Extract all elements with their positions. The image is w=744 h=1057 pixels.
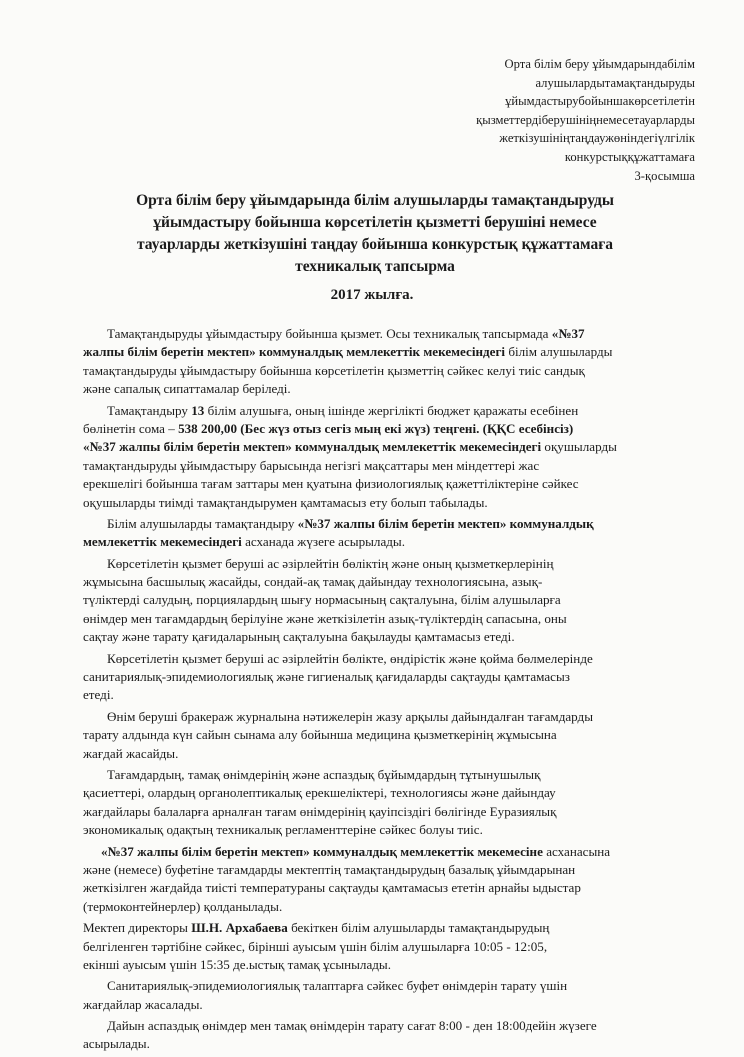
text-run: Көрсетілетін қызмет беруші ас әзірлейтін бөлікте, өндірістік және қойма бөлмелерінде — [107, 650, 593, 666]
body-paragraph — [83, 650, 678, 705]
text-run: санитариялық-эпидемиологиялық және гигиеналық қағидаларды сақтауды қамтамасыз — [83, 669, 570, 685]
paragraph-line — [83, 628, 678, 646]
text-run: Дайын аспаздық өнімдер мен тамақ өнімдерін тарату сағат 8:00 - ден 18:00дейін жүзеге — [107, 1018, 597, 1034]
appendix-line: ұйымдастырубойыншакөрсетілетін — [505, 94, 695, 109]
text-run: өнімдер мен тағамдардың берілуіне және жеткізілетін азық-түліктердің сапасына, оны — [83, 610, 567, 626]
appendix-line: жеткізушініңтаңдаужөніндегіүлгілік — [499, 131, 695, 146]
paragraph-line — [83, 650, 678, 668]
bold-text: мемлекеттік мекемесіндегі — [83, 534, 242, 550]
bold-text: Ш.Н. Архабаева — [191, 920, 288, 936]
bold-text: 538 200,00 (Бес жүз отыз сегіз мың екі жүз) теңгені. (ҚҚС есебінсіз) — [178, 420, 574, 436]
title-line: Орта білім беру ұйымдарында білім алушыларды тамақтандыруды — [136, 192, 614, 209]
text-run: оқушыларды — [541, 439, 617, 455]
bold-text: «№37 жалпы білім беретін мектеп» коммуналдық мемлекеттік мекемесіне — [101, 843, 543, 859]
text-run: асханада жүзеге асырылады. — [241, 534, 406, 550]
body-paragraph — [83, 325, 678, 399]
text-run: ерекшелігі бойынша тағам заттары мен қуатына физиологиялық қажеттіліктеріне сәйкес — [83, 476, 579, 492]
paragraph-line — [83, 515, 678, 533]
text-run: жағдайлары балаларға арналған тағам өнімдерінің қауіпсіздігі бөлігінде Еуразиялық — [83, 803, 557, 819]
paragraph-line — [83, 821, 678, 839]
paragraph-line — [83, 784, 678, 802]
text-run: Тамақтандыру — [107, 402, 192, 418]
paragraph-line — [83, 843, 678, 861]
appendix-line: Орта білім беру ұйымдарындабілім — [504, 57, 695, 71]
paragraph-line — [83, 380, 678, 398]
document-body — [83, 325, 678, 1057]
text-run: жағдай жасайды. — [83, 745, 179, 761]
body-paragraph — [83, 1017, 678, 1054]
document-title — [100, 190, 650, 278]
paragraph-line — [83, 591, 678, 609]
paragraph-line — [83, 766, 678, 784]
paragraph-line — [83, 919, 678, 937]
paragraph-line — [83, 996, 678, 1014]
paragraph-line — [83, 686, 678, 704]
text-run: (термоконтейнерлер) қолданылады. — [83, 898, 283, 914]
text-run: және сапалық сипаттамалар беріледі. — [83, 381, 291, 397]
paragraph-line — [83, 879, 678, 897]
paragraph-line — [83, 533, 678, 551]
text-run: Тағамдардың, тамақ өнімдерінің және аспаздық бұйымдардың тұтынушылық — [107, 766, 541, 782]
paragraph-line — [83, 803, 678, 821]
appendix-header — [395, 55, 695, 185]
paragraph-line — [83, 475, 678, 493]
paragraph-line — [83, 1035, 678, 1053]
appendix-line: қызметтердіберушініңнемесетауарларды — [476, 112, 695, 127]
appendix-line: конкурстыққұжаттамаға — [564, 149, 695, 164]
title-line: ұйымдастыру бойынша көрсетілетін қызметті берушіні немесе — [153, 214, 597, 231]
paragraph-line — [83, 956, 678, 974]
paragraph-line — [83, 610, 678, 628]
body-paragraph — [83, 919, 678, 974]
text-run: түліктерді салудың, порциялардың шығу нормасының сақталуына, білім алушыларға — [83, 592, 561, 608]
paragraph-line — [83, 898, 678, 916]
bold-text: 13 — [191, 402, 205, 418]
body-paragraph — [83, 402, 678, 512]
paragraph-line — [83, 343, 678, 361]
text-run: Өнім беруші бракераж журналына нәтижелерін жазу арқылы дайындалған тағамдарды — [107, 708, 594, 724]
text-run: Білім алушыларды тамақтандыру — [107, 515, 298, 531]
text-run: қасиеттері, олардың органолептикалық ерекшеліктері, технологиясы және дайындау — [83, 785, 556, 801]
text-run: оқушыларды тиімді тамақтандырумен қамтамасыз ету болып табылады. — [83, 494, 488, 510]
bold-text: «№37 жалпы білім беретін мектеп» коммуналдық мемлекеттік мекемесіндегі — [83, 439, 542, 455]
paragraph-line — [83, 362, 678, 380]
paragraph-line — [83, 457, 678, 475]
text-run: бекіткен білім алушыларды тамақтандырудың — [287, 920, 550, 936]
text-run: асханасына — [542, 843, 611, 859]
paragraph-line — [83, 555, 678, 573]
body-paragraph — [83, 977, 678, 1014]
text-run: тамақтандыруды ұйымдастыру барысында негізгі мақсаттары мен міндеттері жас — [83, 457, 540, 473]
paragraph-line — [83, 438, 678, 456]
bold-text: жалпы білім беретін мектеп» коммуналдық мемлекеттік мекемесіндегі — [83, 344, 506, 360]
bold-text: «№37 жалпы білім беретін мектеп» коммуналдық — [297, 515, 594, 531]
paragraph-line — [83, 494, 678, 512]
text-run: жұмысына басшылық жасайды, сондай-ақ тамақ дайындау технологиясына, азық- — [83, 574, 543, 590]
document-year: 2017 жылға. — [330, 287, 414, 303]
text-run: етеді. — [83, 687, 114, 703]
body-paragraph — [83, 843, 678, 917]
appendix-number: 3-қосымша — [634, 168, 695, 183]
text-run: білім алушыға, оның ішінде жергілікті бюджет қаражаты есебінен — [204, 402, 579, 418]
paragraph-line — [83, 938, 678, 956]
text-run: экономикалық одақтың техникалық регламенттеріне сәйкес болуы тиіс. — [83, 822, 483, 838]
text-run: белгіленген тәртібіне сәйкес, бірінші ауысым үшін білім алушыларға 10:05 - 12:05, — [83, 938, 548, 954]
title-line: тауарларды жеткізушіні таңдау бойынша конкурстық құжаттамаға — [136, 236, 614, 253]
text-run: жеткізілген жағдайда тиісті температураны сақтауды қамтамасыз ететін арнайы ыдыстар — [83, 880, 581, 896]
text-run: асырылады. — [83, 1036, 150, 1052]
body-paragraph — [83, 515, 678, 552]
paragraph-line — [83, 420, 678, 438]
text-run: екінші ауысым үшін 15:35 де.ыстық тамақ ұсынылады. — [83, 956, 392, 972]
title-line: техникалық тапсырма — [295, 258, 455, 275]
paragraph-line — [83, 708, 678, 726]
paragraph-line — [83, 325, 678, 343]
text-run: Көрсетілетін қызмет беруші ас әзірлейтін бөліктің және оның қызметкерлерінің — [107, 555, 554, 571]
paragraph-line — [83, 977, 678, 995]
paragraph-line — [83, 573, 678, 591]
text-run: Мектеп директоры — [83, 920, 192, 936]
paragraph-line — [83, 726, 678, 744]
text-run: жағдайлар жасалады. — [83, 996, 203, 1012]
text-run: және (немесе) буфетіне тағамдарды мектептің тамақтандырудың базалық ұйымдарынан — [83, 861, 576, 877]
text-run: Тамақтандыруды ұйымдастыру бойынша қызмет. Осы техникалық тапсырмада — [107, 326, 552, 341]
paragraph-line — [83, 1017, 678, 1035]
text-run: тарату алдында күн сайын сынама алу бойынша медицина қызметкерінің жұмысына — [83, 727, 557, 743]
appendix-line: алушылардытамақтандыруды — [535, 75, 695, 90]
body-paragraph — [83, 555, 678, 647]
paragraph-line — [83, 861, 678, 879]
text-run: сақтау және тарату қағидаларының сақталуына бақылауды қамтамасыз етеді. — [83, 629, 515, 645]
text-run: Санитариялық-эпидемиологиялық талаптарға сәйкес буфет өнімдерін тарату үшін — [107, 978, 568, 994]
paragraph-line — [83, 668, 678, 686]
bold-text: «№37 — [551, 326, 585, 341]
text-run: бөлінетін сома – — [83, 420, 179, 436]
paragraph-line — [83, 402, 678, 420]
body-paragraph — [83, 766, 678, 840]
paragraph-line — [83, 745, 678, 763]
body-paragraph — [83, 708, 678, 763]
text-run: білім алушыларды — [505, 344, 613, 360]
text-run: тамақтандыруды ұйымдастыру бойынша көрсетілетін қызметтің сәйкес келуі тиіс сандық — [83, 362, 585, 378]
